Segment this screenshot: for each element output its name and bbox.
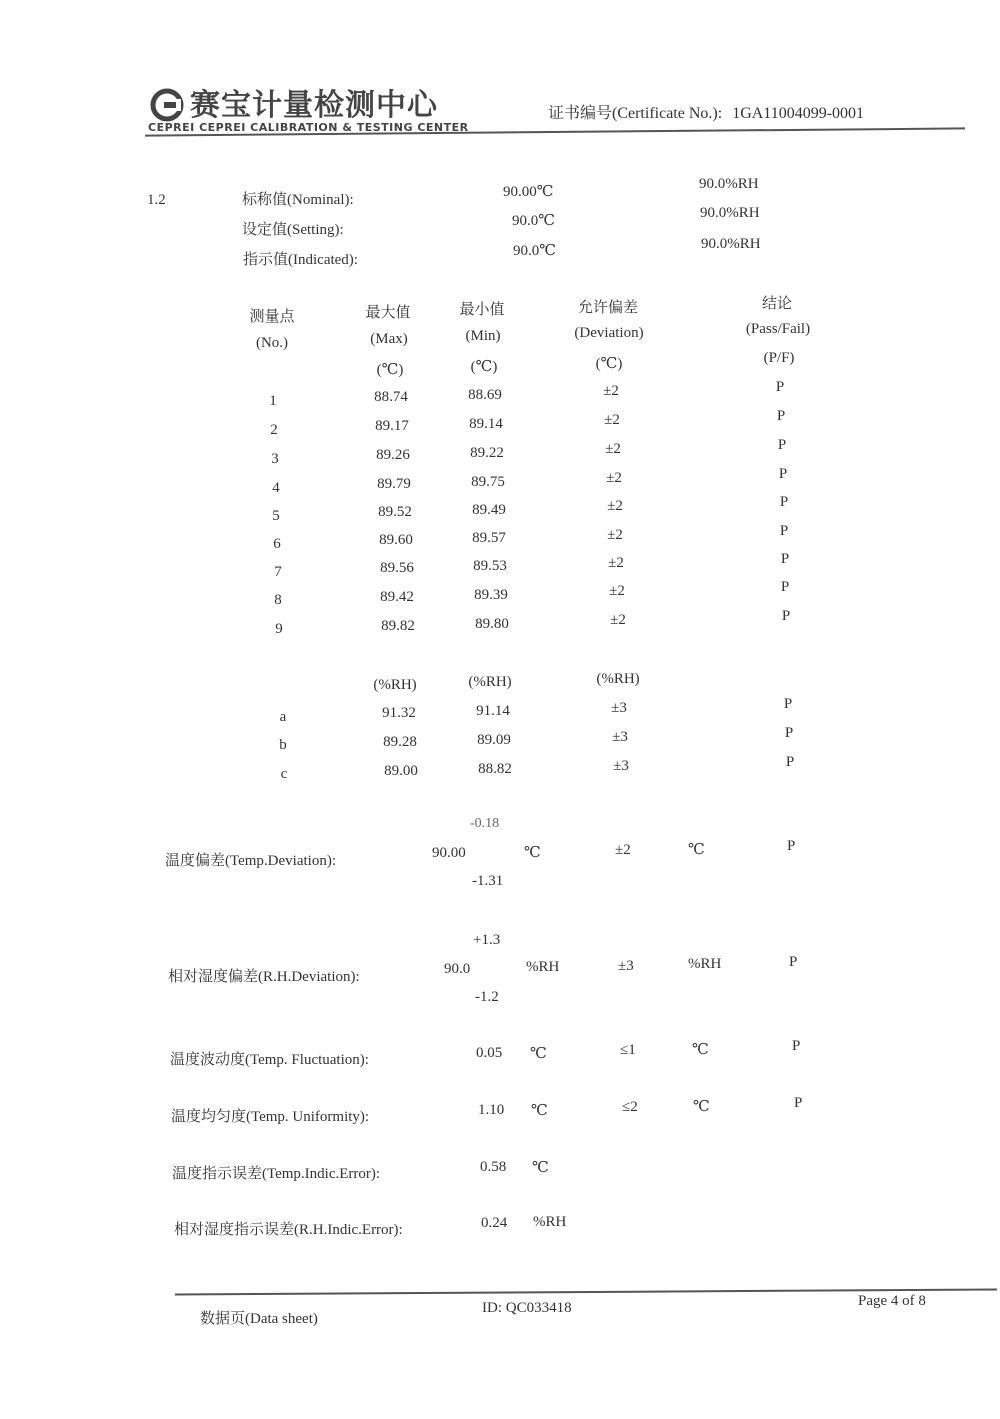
- row-no: 2: [270, 422, 278, 438]
- row-max: 89.42: [380, 589, 414, 605]
- row-min: 89.75: [471, 474, 505, 490]
- row-no: 8: [274, 592, 282, 608]
- row-max: 89.52: [378, 504, 412, 520]
- row-max: 89.17: [375, 418, 409, 434]
- ceprei-logo-icon: [150, 88, 184, 122]
- setting-label: 设定值(Setting):: [242, 222, 344, 238]
- fluct-result: P: [792, 1038, 801, 1054]
- row-min: 88.82: [478, 761, 512, 777]
- header-result-en: (Pass/Fail): [745, 321, 811, 337]
- row-result: P: [783, 696, 793, 712]
- header-min-en: (Min): [465, 328, 501, 344]
- unif-result: P: [794, 1095, 803, 1111]
- rh-unit-dev: (%RH): [596, 671, 640, 687]
- fluct-label: 温度波动度(Temp. Fluctuation):: [170, 1052, 369, 1068]
- header-max-cn: 最大值: [365, 305, 411, 321]
- row-result: P: [781, 608, 791, 624]
- unif-unit: ℃: [531, 1103, 548, 1119]
- footer-id: ID: QC033418: [482, 1300, 572, 1316]
- row-max: 88.74: [374, 389, 408, 405]
- row-result: P: [778, 466, 788, 482]
- rh-dev-label: 相对湿度偏差(R.H.Deviation):: [168, 969, 360, 985]
- row-min: 89.80: [475, 616, 509, 632]
- rh-dev-value: 90.0: [444, 961, 471, 977]
- row-dev: ±2: [606, 470, 622, 486]
- rh-dev-tol-unit: %RH: [688, 956, 722, 972]
- header-result-cn: 结论: [761, 296, 793, 312]
- temp-dev-tol: ±2: [615, 842, 631, 858]
- fluct-tol: ≤1: [620, 1042, 636, 1058]
- row-result: P: [779, 494, 789, 510]
- row-max: 89.56: [380, 560, 414, 576]
- temp-dev-upper: -0.18: [470, 816, 500, 831]
- row-no: a: [279, 709, 287, 725]
- row-min: 89.57: [472, 530, 506, 546]
- unif-tol: ≤2: [622, 1099, 638, 1115]
- row-max: 89.60: [379, 532, 413, 548]
- row-dev: ±3: [611, 700, 627, 716]
- row-no: 1: [269, 393, 277, 409]
- row-no: 7: [274, 564, 282, 580]
- unif-label: 温度均匀度(Temp. Uniformity):: [171, 1109, 370, 1125]
- logo-en-prefix: CEPREI: [148, 121, 195, 134]
- header-max-en: (Max): [370, 331, 408, 347]
- row-dev: ±3: [612, 729, 628, 745]
- row-min: 88.69: [468, 387, 502, 403]
- temp-dev-unit: ℃: [524, 845, 541, 861]
- footer-page: Page 4 of 8: [858, 1293, 926, 1309]
- rh-dev-upper: +1.3: [473, 932, 501, 948]
- header-no-cn: 测量点: [249, 309, 295, 325]
- indicated-temp: 90.0℃: [513, 243, 557, 259]
- certificate-number: [548, 100, 864, 123]
- footer-data-sheet: 数据页(Data sheet): [200, 1311, 318, 1327]
- logo-chinese-name: 赛宝计量检测中心: [190, 88, 438, 123]
- row-dev: ±2: [607, 527, 623, 543]
- rh-dev-lower: -1.2: [475, 989, 499, 1005]
- indic-value: 0.58: [480, 1159, 507, 1175]
- row-dev: ±2: [608, 555, 624, 571]
- row-result: P: [780, 579, 790, 595]
- header-min-unit: (℃): [470, 359, 498, 375]
- cert-value: 1GA11004099-0001: [732, 105, 865, 122]
- row-result: P: [785, 754, 795, 770]
- temp-dev-tol-unit: ℃: [688, 842, 705, 858]
- row-result: P: [784, 725, 794, 741]
- row-max: 91.32: [382, 705, 416, 721]
- header-max-unit: (℃): [376, 362, 404, 378]
- nominal-label: 标称值(Nominal):: [242, 192, 354, 208]
- row-no: 6: [273, 536, 281, 552]
- row-dev: ±2: [605, 441, 621, 457]
- row-no: 3: [271, 451, 279, 467]
- temp-dev-value: 90.00: [432, 845, 466, 861]
- row-result: P: [779, 523, 789, 539]
- fluct-value: 0.05: [476, 1045, 503, 1061]
- row-dev: ±2: [607, 498, 623, 514]
- row-no: 4: [272, 480, 280, 496]
- rh-dev-unit: %RH: [526, 959, 560, 975]
- row-no: 5: [272, 508, 280, 524]
- rh-indic-unit: %RH: [533, 1214, 567, 1230]
- row-dev: ±2: [609, 583, 625, 599]
- row-no: 9: [275, 621, 283, 637]
- row-result: P: [777, 437, 787, 453]
- unif-value: 1.10: [478, 1102, 505, 1118]
- rh-unit-min: (%RH): [468, 674, 512, 690]
- row-max: 89.26: [376, 447, 410, 463]
- temp-dev-result: P: [787, 838, 796, 854]
- row-min: 89.22: [470, 445, 504, 461]
- row-no: c: [280, 766, 288, 782]
- header-dev-cn: 允许偏差: [577, 300, 639, 316]
- header-min-cn: 最小值: [459, 302, 505, 318]
- row-dev: ±2: [604, 412, 620, 428]
- indicated-rh: 90.0%RH: [701, 236, 761, 252]
- row-min: 89.09: [477, 732, 511, 748]
- header-no-en: (No.): [255, 335, 289, 351]
- row-result: P: [780, 551, 790, 567]
- row-result: P: [775, 379, 785, 395]
- nominal-temp: 90.00℃: [503, 184, 554, 200]
- row-min: 89.53: [473, 558, 507, 574]
- row-min: 91.14: [476, 703, 510, 719]
- rh-dev-result: P: [789, 954, 798, 970]
- temp-dev-label: 温度偏差(Temp.Deviation):: [165, 853, 336, 869]
- rh-unit-max: (%RH): [373, 677, 417, 693]
- row-min: 89.39: [474, 587, 508, 603]
- row-max: 89.28: [383, 734, 417, 750]
- logo-en-text: CEPREI CALIBRATION & TESTING CENTER: [199, 121, 469, 134]
- row-dev: ±2: [603, 383, 619, 399]
- fluct-tol-unit: ℃: [692, 1042, 709, 1058]
- header-result-unit: (P/F): [763, 350, 795, 366]
- row-dev: ±2: [610, 612, 626, 628]
- row-min: 89.49: [472, 502, 506, 518]
- setting-temp: 90.0℃: [512, 213, 556, 229]
- section-number: 1.2: [147, 192, 166, 208]
- unif-tol-unit: ℃: [693, 1099, 710, 1115]
- temp-dev-lower: -1.31: [472, 873, 504, 889]
- rh-dev-tol: ±3: [618, 958, 634, 974]
- fluct-unit: ℃: [530, 1046, 547, 1062]
- indic-unit: ℃: [532, 1160, 549, 1176]
- row-min: 89.14: [469, 416, 503, 432]
- row-no: b: [279, 737, 287, 753]
- header-dev-unit: (℃): [595, 356, 623, 372]
- row-result: P: [776, 408, 786, 424]
- cert-label: 证书编号(Certificate No.):: [548, 105, 723, 122]
- row-max: 89.82: [381, 618, 415, 634]
- setting-rh: 90.0%RH: [700, 205, 760, 221]
- header-dev-en: (Deviation): [574, 325, 644, 341]
- row-dev: ±3: [613, 758, 629, 774]
- rh-indic-value: 0.24: [481, 1215, 508, 1231]
- rh-indic-label: 相对湿度指示误差(R.H.Indic.Error):: [174, 1222, 403, 1238]
- row-max: 89.79: [377, 476, 411, 492]
- indicated-label: 指示值(Indicated):: [243, 252, 358, 268]
- nominal-rh: 90.0%RH: [699, 176, 759, 192]
- indic-label: 温度指示误差(Temp.Indic.Error):: [172, 1166, 381, 1182]
- row-max: 89.00: [384, 763, 418, 779]
